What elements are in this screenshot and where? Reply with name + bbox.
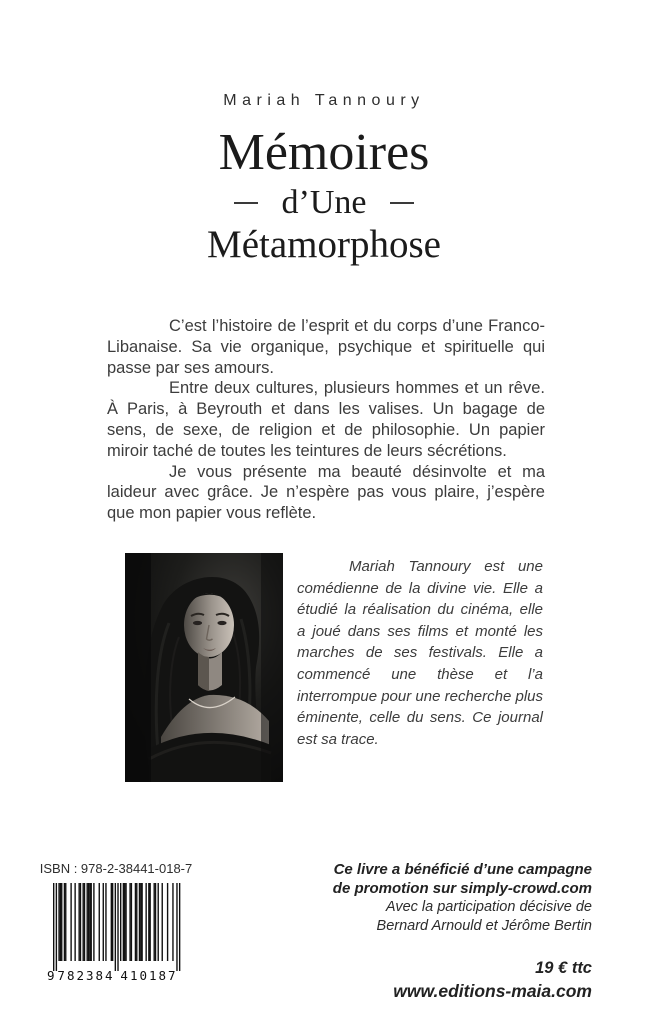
barcode-digit-first: 9 <box>47 968 55 983</box>
author-name: Mariah Tannoury <box>223 92 425 109</box>
synopsis-paragraph-2: Entre deux cultures, plusieurs hommes et un rêve. À Paris, à Beyrouth et dans les valises. Un bagage de sens, de sexe, de religion et de philosophie. Un papier miroir taché de toutes les teintures de leurs sécrétions. <box>107 379 545 460</box>
author-bio: Mariah Tannoury est une comédienne de la divine vie. Elle a étudié la réalisation du cinéma, elle a joué dans ses films et monté les marches de ses festivals. Elle a commencé une thèse et l’a interrompue pour une recherche plus éminente, celle du sens. Ce journal est sa trace. <box>297 558 543 748</box>
author-photo <box>125 553 283 782</box>
synopsis <box>107 316 545 524</box>
left-dash-rule <box>234 202 258 204</box>
promo-line-2: de promotion sur simply-crowd.com <box>332 880 592 897</box>
publisher-block <box>292 860 592 1002</box>
credit-line-2: Bernard Arnould et Jérôme Bertin <box>376 918 592 934</box>
book-title-line1: Mémoires <box>218 124 430 181</box>
barcode <box>47 883 187 983</box>
right-dash-rule <box>390 202 414 204</box>
isbn-label: ISBN : 978-2-38441-018-7 <box>39 861 193 876</box>
author-photo-graphic <box>125 553 283 782</box>
book-title-line3: Métamorphose <box>207 223 441 266</box>
barcode-graphic <box>47 883 187 983</box>
barcode-digits-right: 410187 <box>120 968 178 983</box>
credit-line-1: Avec la participation décisive de <box>385 899 592 915</box>
book-title-line2: d’Une <box>281 184 367 221</box>
price: 19 € ttc <box>535 959 592 977</box>
barcode-digits-left: 782384 <box>57 968 115 983</box>
book-title-line2-row <box>0 186 648 220</box>
synopsis-paragraph-3: Je vous présente ma beauté désinvolte et ma laideur avec grâce. Je n’espère pas vous plaire, j’espère que mon papier vous reflète. <box>107 462 545 523</box>
synopsis-paragraph-1: C’est l’histoire de l’esprit et du corps d’une Franco-Libanaise. Sa vie organique, psychique et spirituelle qui passe par ses amours. <box>107 317 545 377</box>
title-block <box>0 92 648 264</box>
barcode-bars <box>53 883 180 971</box>
publisher-website: www.editions-maia.com <box>393 981 592 1001</box>
promo-line-1: Ce livre a bénéficié d’une campagne <box>333 861 592 878</box>
